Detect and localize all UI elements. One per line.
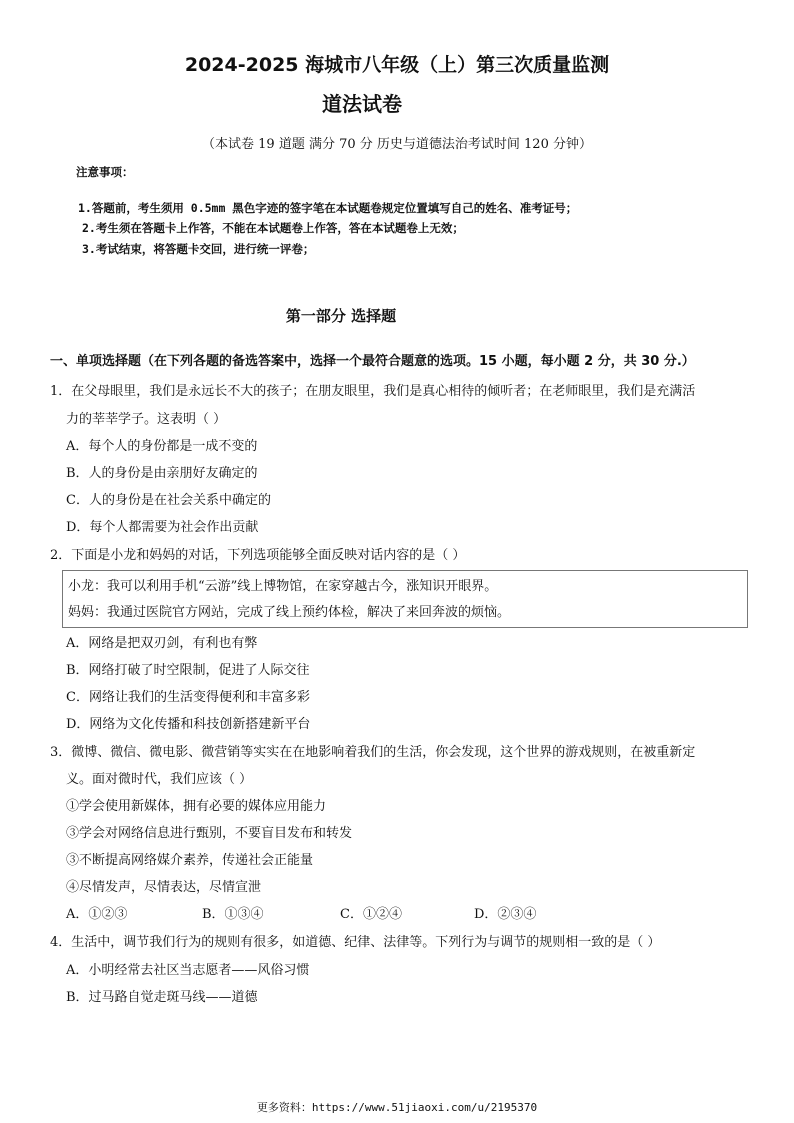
question-2-option-a: A．网络是把双刃剑，有利也有弊	[66, 636, 258, 651]
notice-item: 1.答题前，考生须用 0.5mm 黑色字迹的签字笔在本试题卷规定位置填写自己的姓名、准考证号；	[78, 201, 578, 215]
question-3-statement-3: ③不断提高网络媒介素养，传递社会正能量	[66, 853, 314, 868]
question-1-stem: 1．在父母眼里，我们是永远长不大的孩子；在朋友眼里，我们是真心相待的倾听者；在老师眼里，我们是充满活	[50, 384, 696, 399]
exam-subject-title: 道法试卷	[322, 92, 402, 116]
notice-heading: 注意事项：	[76, 165, 134, 179]
notice-item: 2.考生须在答题卡上作答，不能在本试题卷上作答，答在本试题卷上无效；	[82, 221, 464, 235]
footer-link[interactable]: 更多资料：https://www.51jiaoxi.com/u/2195370	[256, 1101, 538, 1114]
question-3-statement-2: ③学会对网络信息进行甄别，不要盲目发布和转发	[66, 826, 353, 841]
question-1-stem-cont: 力的莘莘学子。这表明（ ）	[66, 412, 227, 427]
question-3-stem: 3．微博、微信、微电影、微营销等实实在在地影响着我们的生活，你会发现，这个世界的游戏规则，在被重新定	[50, 745, 696, 760]
question-3-choice-b: B．①③④	[202, 907, 264, 922]
question-2-option-d: D．网络为文化传播和科技创新搭建新平台	[66, 717, 311, 732]
dialog-line-mother: 妈妈：我通过医院官方网站，完成了线上预约体检，解决了来回奔波的烦恼。	[68, 605, 511, 620]
question-2-option-b: B．网络打破了时空限制，促进了人际交往	[66, 663, 310, 678]
question-3-choice-d: D．②③④	[474, 907, 537, 922]
question-1-option-a: A．每个人的身份都是一成不变的	[66, 439, 258, 454]
question-4-stem: 4．生活中，调节我们行为的规则有很多，如道德、纪律、法律等。下列行为与调节的规则相一致的是（ ）	[50, 935, 661, 950]
question-2-option-c: C．网络让我们的生活变得便利和丰富多彩	[66, 690, 310, 705]
exam-info: （本试卷 19 道题 满分 70 分 历史与道德法治考试时间 120 分钟）	[202, 137, 592, 152]
question-2-stem: 2．下面是小龙和妈妈的对话，下列选项能够全面反映对话内容的是（ ）	[50, 548, 466, 563]
question-4-option-a: A．小明经常去社区当志愿者——风俗习惯	[66, 963, 310, 978]
question-3-statement-1: ①学会使用新媒体，拥有必要的媒体应用能力	[66, 799, 327, 814]
question-3-stem-cont: 义。面对微时代，我们应该（ ）	[66, 772, 253, 787]
question-3-statement-4: ④尽情发声，尽情表达，尽情宣泄	[66, 880, 262, 895]
dialog-line-xiaolong: 小龙：我可以利用手机“云游”线上博物馆，在家穿越古今，涨知识开眼界。	[68, 579, 498, 594]
exam-title: 2024-2025 海城市八年级（上）第三次质量监测	[184, 54, 610, 76]
question-4-option-b: B．过马路自觉走斑马线——道德	[66, 990, 258, 1005]
question-3-choice-c: C．①②④	[340, 907, 402, 922]
section-title: 第一部分 选择题	[285, 307, 397, 325]
question-1-option-d: D．每个人都需要为社会作出贡献	[66, 520, 259, 535]
question-1-option-c: C．人的身份是在社会关系中确定的	[66, 493, 271, 508]
question-1-option-b: B．人的身份是由亲朋好友确定的	[66, 466, 258, 481]
notice-item: 3.考试结束，将答题卡交回，进行统一评卷；	[82, 242, 315, 256]
question-3-choice-a: A．①②③	[66, 907, 128, 922]
part-heading: 一、单项选择题（在下列各题的备选答案中，选择一个最符合题意的选项。15 小题，每小题 2 分，共 30 分.）	[50, 354, 695, 369]
